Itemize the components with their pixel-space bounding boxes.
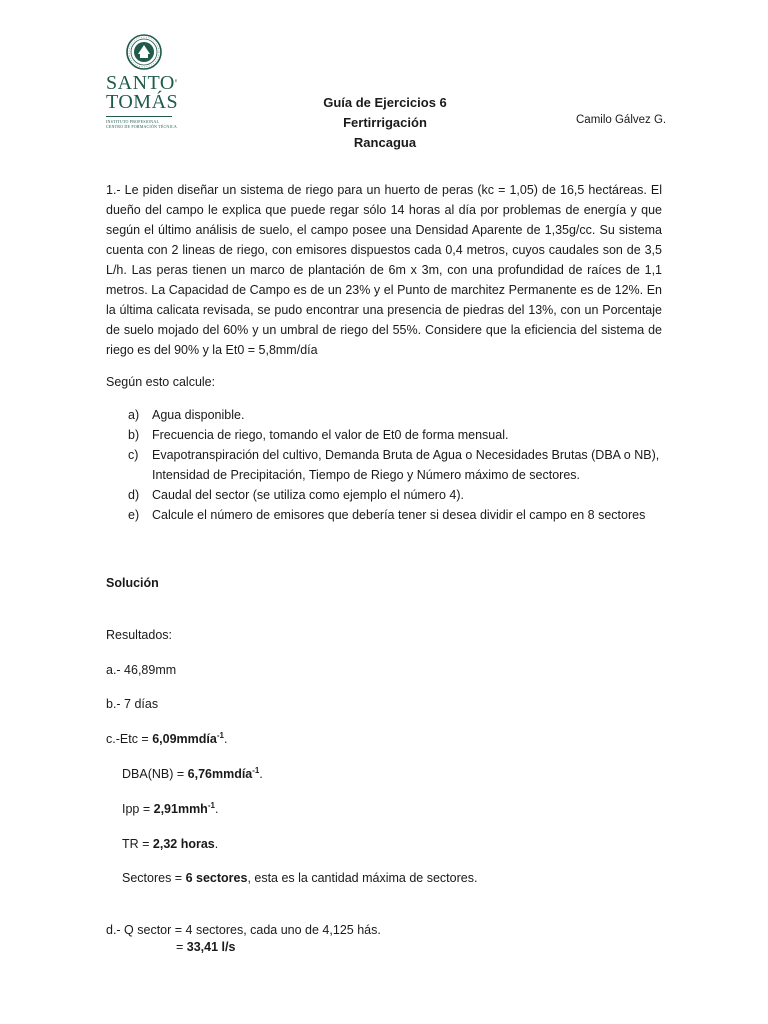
result-c-ipp: Ipp = 2,91mmh$^{-1}$. bbox=[122, 800, 219, 816]
logo-subtitle-2: CENTRO DE FORMACIÓN TÉCNICA bbox=[106, 124, 177, 129]
result-b: b.- 7 días bbox=[106, 697, 159, 711]
result-c-sectors: Sectores = 6 sectores, esta es la cantidad máxima de sectores. bbox=[122, 871, 478, 885]
guide-subject: Fertirrigación bbox=[343, 115, 427, 130]
calculation-prompt: Según esto calcule: bbox=[106, 375, 216, 389]
logo-subtitle-1: INSTITUTO PROFESIONAL bbox=[106, 119, 160, 124]
list-item: c) Evapotranspiración del cultivo, Demanda Bruta de Agua o Necesidades Brutas (DBA o NB), Intensidad de Precipitación, Tiempo de Riego y Número máximo de sectores. bbox=[128, 448, 660, 482]
result-c-tr: TR = 2,32 horas. bbox=[122, 837, 219, 851]
question-list bbox=[128, 405, 668, 525]
logo-line-2: TOMÁS bbox=[106, 91, 179, 113]
result-c-dba: DBA(NB) = 6,76mmdía$^{-1}$. bbox=[122, 765, 263, 781]
santo-tomas-logo bbox=[106, 34, 182, 129]
guide-city: Rancagua bbox=[353, 135, 417, 150]
result-a: a.- 46,89mm bbox=[106, 663, 177, 677]
list-item: b) Frecuencia de riego, tomando el valor de Et0 de forma mensual. bbox=[128, 428, 509, 442]
result-d-value: = 33,41 l/s bbox=[176, 940, 236, 954]
problem-statement: 1.- Le piden diseñar un sistema de riego para un huerto de peras (kc = 1,05) de 16,5 hectáreas. El dueño del campo le explica que puede regar sólo 14 horas al día por problemas de energía y que según el último análisis de suelo, el campo posee una Densidad Aparente de 1,35g/cc. Su sistema cuenta con 2 lineas de riego, con emisores dispuestos cada 0,4 metros, cuyos caudales son de 3,5 L/h. Las peras tienen un marco de plantación de 6m x 3m, con una profundidad de raíces de 1,1 metros. La Capacidad de Campo es de un 23% y el Punto de marchitez Permanente es de 12%. En la última calicata revisada, se pudo encontrar una presencia de piedras del 13%, con un Porcentaje de suelo mojado del 60% y un umbral de riego del 55%. Considere que la eficiencia del sistema de riego es del 90% y la Et0 = 5,8mm/día bbox=[106, 183, 662, 357]
result-c-etc: c.-Etc = 6,09mmdía$^{-1}$. bbox=[106, 730, 228, 746]
logo-line-1: SANTO' bbox=[106, 72, 178, 94]
list-item: a) Agua disponible. bbox=[128, 408, 245, 422]
guide-title: Guía de Ejercicios 6 bbox=[323, 95, 447, 110]
list-item: d) Caudal del sector (se utiliza como ejemplo el número 4). bbox=[128, 488, 464, 502]
list-item: e) Calcule el número de emisores que debería tener si desea dividir el campo en 8 sectores bbox=[128, 508, 646, 522]
institution-seal-icon bbox=[126, 34, 162, 70]
logo-divider bbox=[106, 116, 172, 117]
results-label: Resultados: bbox=[106, 628, 173, 642]
document-header bbox=[285, 93, 485, 153]
result-d-line1: d.- Q sector = 4 sectores, cada uno de 4,125 hás. bbox=[106, 923, 381, 937]
author-name: Camilo Gálvez G. bbox=[576, 114, 667, 126]
solution-heading: Solución bbox=[106, 576, 159, 590]
